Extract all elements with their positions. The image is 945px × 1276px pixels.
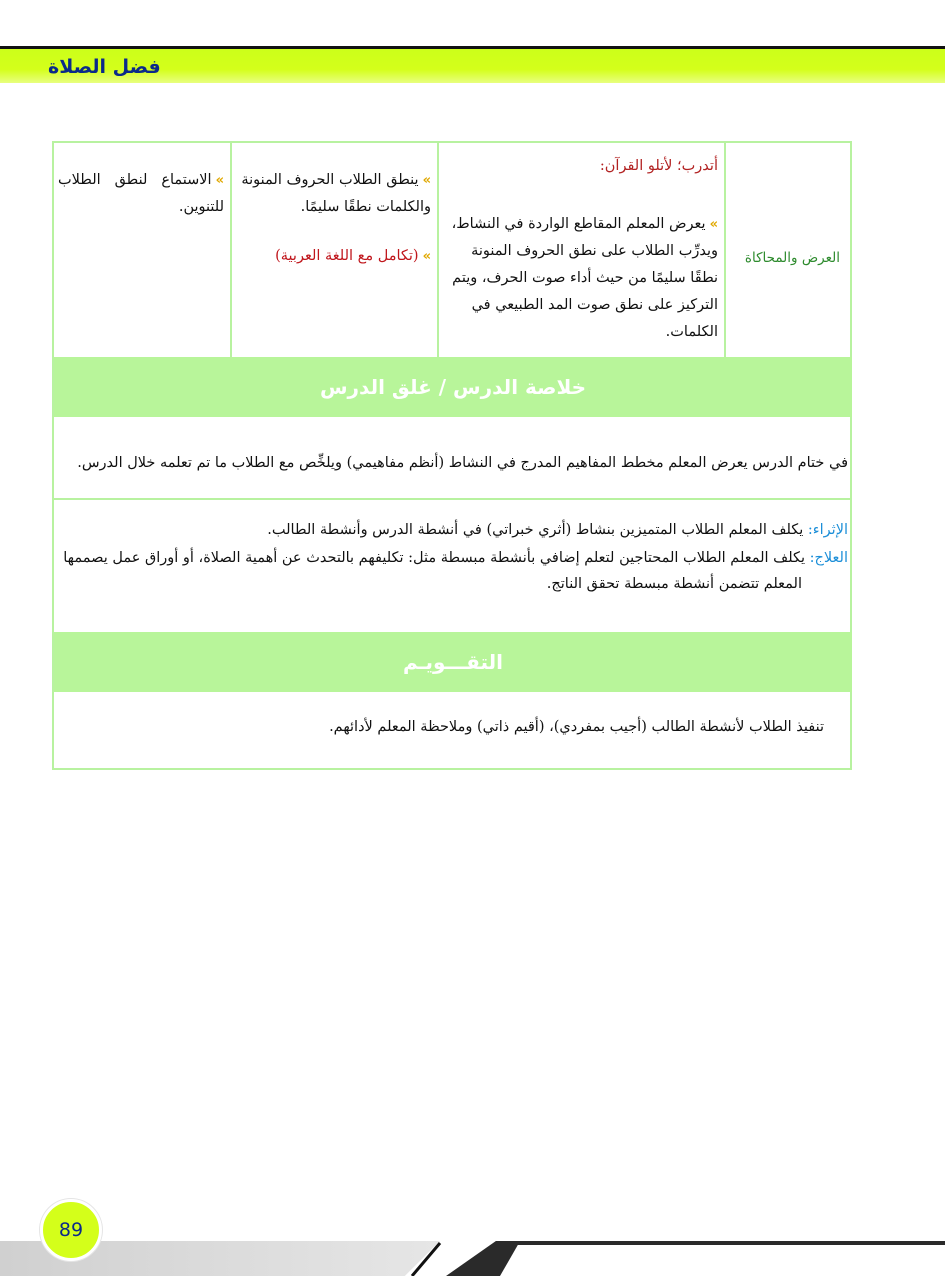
- summary-text: في ختام الدرس يعرض المعلم مخطط المفاهيم المدرج في النشاط (أنظم مفاهيمي) ويلخِّص مع الطلاب ما تم تعلمه خلال الدرس.: [77, 455, 848, 471]
- integration-note: (تكامل مع اللغة العربية): [275, 248, 419, 264]
- summary-row: [54, 417, 852, 500]
- outcome-cell: [230, 143, 437, 357]
- enrichment-line: [58, 517, 848, 543]
- evaluation-body: تنفيذ الطلاب لأنشطة الطالب (أجيب بمفردي)، (أقيم ذاتي) وملاحظة المعلم لأدائهم.: [329, 719, 824, 735]
- remedial-line: [58, 545, 848, 571]
- remedial-text-line1: يكلف المعلم الطلاب المحتاجين لتعلم إضافي بأنشطة مبسطة مثل: تكليفهم بالتحدث عن أهمية الصلاة، أو أوراق عمل يصممها: [63, 550, 806, 566]
- remedial-text-line2: المعلم تتضمن أنشطة مبسطة تحقق الناتج.: [546, 576, 802, 592]
- bullet-icon: »: [215, 173, 224, 188]
- activity-row: [54, 143, 852, 359]
- evaluation-cell: [54, 143, 230, 357]
- page-number: 89: [40, 1199, 102, 1261]
- outcome-text: ينطق الطلاب الحروف المنونة والكلمات نطقًا سليمًا.: [241, 172, 431, 215]
- enrichment-row: [54, 500, 852, 632]
- procedure-text-block: [450, 211, 718, 346]
- procedure-title: أتدرب؛ لأتلو القرآن:: [599, 158, 718, 174]
- chapter-title: فضل الصلاة: [48, 56, 161, 78]
- evaluation-row: [54, 692, 852, 768]
- procedure-cell: [437, 143, 724, 357]
- summary-section-title: خلاصة الدرس / غلق الدرس: [54, 357, 852, 417]
- bullet-icon: »: [422, 249, 431, 264]
- outcome-text-block: [235, 167, 431, 221]
- remedial-label: العلاج:: [809, 550, 848, 566]
- integration-note-block: [235, 243, 431, 270]
- bullet-icon: »: [422, 173, 431, 188]
- bullet-icon: »: [709, 217, 718, 232]
- stage-cell: [724, 143, 852, 357]
- enrichment-label: الإثراء:: [807, 522, 848, 538]
- evaluation-text: الاستماع لنطق الطلاب للتنوين.: [58, 172, 224, 215]
- footer-white-band: [500, 1245, 945, 1276]
- enrichment-text: يكلف المعلم الطلاب المتميزين بنشاط (أثري خبراتي) في أنشطة الدرس وأنشطة الطالب.: [267, 522, 804, 538]
- evaluation-text-block: [58, 167, 224, 221]
- procedure-text: يعرض المعلم المقاطع الواردة في النشاط، ويدرِّب الطلاب على نطق الحروف المنونة نطقًا سليمًا من حيث أداء صوت الحرف، ويتم التركيز على نطق صوت المد الطبيعي في الكلمات.: [451, 216, 718, 340]
- evaluation-section-title: التقـــويـم: [54, 632, 852, 692]
- stage-label: العرض والمحاكاة: [744, 250, 840, 266]
- footer-slash-icon: [402, 1241, 444, 1276]
